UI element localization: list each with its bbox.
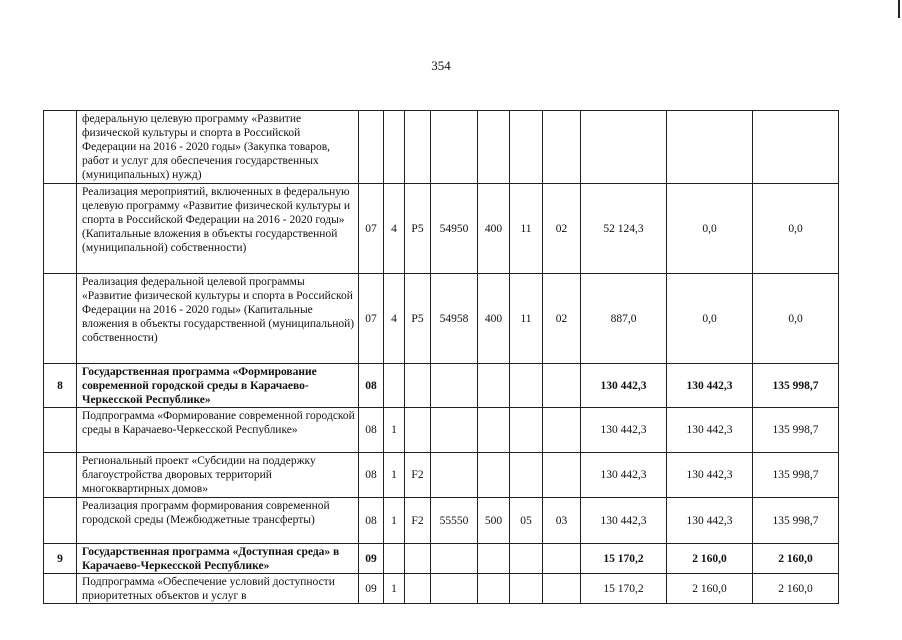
value-col-2: [667, 111, 753, 184]
row-description: Реализация программ формирования современной городской среды (Межбюджетные трансферты): [77, 498, 359, 544]
row-number: [44, 408, 77, 453]
value-col-1: 52 124,3: [581, 184, 667, 274]
code-subchapter: [543, 574, 581, 604]
table-row: [44, 111, 839, 184]
code-target: [431, 364, 478, 408]
page-number: 354: [431, 58, 451, 73]
code-target: 55550: [431, 498, 478, 544]
value-col-1: 130 442,3: [581, 364, 667, 408]
code-type: [478, 544, 510, 574]
row-description: Региональный проект «Субсидии на поддержку благоустройства дворовых территорий многоквартирных домов»: [77, 453, 359, 498]
value-col-1: 15 170,2: [581, 574, 667, 604]
value-col-1: 15 170,2: [581, 544, 667, 574]
value-col-3: 135 998,7: [753, 408, 839, 453]
code-type: [478, 408, 510, 453]
row-description: Реализация федеральной целевой программы «Развитие физической культуры и спорта в Российской Федерации на 2016 - 2020 годы» (Капитальные вложения в объекты государственной (муниципальной) собственности): [77, 274, 359, 364]
code-target: [431, 453, 478, 498]
code-chapter: 11: [510, 184, 543, 274]
value-col-1: 887,0: [581, 274, 667, 364]
value-col-2: 2 160,0: [667, 544, 753, 574]
row-description: Подпрограмма «Формирование современной городской среды в Карачаево-Черкесской Республике»: [77, 408, 359, 453]
code-subchapter: 03: [543, 498, 581, 544]
code-sub: 1: [384, 498, 405, 544]
code-sub: 4: [384, 184, 405, 274]
code-project: P5: [405, 184, 431, 274]
value-col-1: 130 442,3: [581, 408, 667, 453]
code-target: 54950: [431, 184, 478, 274]
code-target: [431, 544, 478, 574]
row-description: федеральную целевую программу «Развитие физической культуры и спорта в Российской Федерации на 2016 - 2020 годы» (Закупка товаров, работ и услуг для обеспечения государственных (муниципальных) нужд): [77, 111, 359, 184]
table-row: [44, 574, 839, 604]
row-number: [44, 184, 77, 274]
code-section: 09: [359, 574, 384, 604]
code-section: 07: [359, 274, 384, 364]
code-project: [405, 574, 431, 604]
value-col-2: 130 442,3: [667, 364, 753, 408]
row-description: Государственная программа «Формирование современной городской среды в Карачаево-Черкесской Республике»: [77, 364, 359, 408]
code-type: [478, 364, 510, 408]
code-subchapter: [543, 453, 581, 498]
value-col-1: [581, 111, 667, 184]
code-chapter: 11: [510, 274, 543, 364]
table-row: [44, 453, 839, 498]
code-section: 08: [359, 498, 384, 544]
code-chapter: [510, 544, 543, 574]
code-subchapter: [543, 408, 581, 453]
code-chapter: 05: [510, 498, 543, 544]
code-subchapter: 02: [543, 184, 581, 274]
value-col-3: 0,0: [753, 274, 839, 364]
row-number: [44, 574, 77, 604]
code-project: F2: [405, 498, 431, 544]
code-section: 08: [359, 408, 384, 453]
code-chapter: [510, 408, 543, 453]
value-col-3: 2 160,0: [753, 574, 839, 604]
table-row: [44, 274, 839, 364]
scan-edge-mark: [898, 0, 900, 18]
code-project: F2: [405, 453, 431, 498]
code-section: [359, 111, 384, 184]
code-project: P5: [405, 274, 431, 364]
row-description: Государственная программа «Доступная среда» в Карачаево-Черкесской Республике»: [77, 544, 359, 574]
code-sub: [384, 364, 405, 408]
code-project: [405, 111, 431, 184]
code-subchapter: [543, 364, 581, 408]
code-type: 400: [478, 274, 510, 364]
value-col-2: 130 442,3: [667, 408, 753, 453]
row-number: [44, 274, 77, 364]
table-row: [44, 364, 839, 408]
code-section: 08: [359, 453, 384, 498]
row-description: Подпрограмма «Обеспечение условий доступности приоритетных объектов и услуг в: [77, 574, 359, 604]
code-project: [405, 408, 431, 453]
value-col-2: 130 442,3: [667, 498, 753, 544]
code-project: [405, 544, 431, 574]
budget-table: [43, 110, 839, 604]
code-chapter: [510, 364, 543, 408]
value-col-3: [753, 111, 839, 184]
code-sub: [384, 544, 405, 574]
value-col-1: 130 442,3: [581, 453, 667, 498]
value-col-2: 130 442,3: [667, 453, 753, 498]
row-number: 9: [44, 544, 77, 574]
row-number: [44, 111, 77, 184]
code-section: 09: [359, 544, 384, 574]
code-sub: 1: [384, 574, 405, 604]
table-row: [44, 184, 839, 274]
code-target: [431, 574, 478, 604]
code-type: [478, 574, 510, 604]
code-chapter: [510, 111, 543, 184]
code-type: 500: [478, 498, 510, 544]
value-col-3: 0,0: [753, 184, 839, 274]
code-type: [478, 453, 510, 498]
table-row: [44, 544, 839, 574]
row-description: Реализация мероприятий, включенных в федеральную целевую программу «Развитие физической культуры и спорта в Российской Федерации на 2016 - 2020 годы» (Капитальные вложения в объекты государственной (муниципальной) собственности): [77, 184, 359, 274]
value-col-2: 0,0: [667, 184, 753, 274]
code-chapter: [510, 574, 543, 604]
code-subchapter: [543, 111, 581, 184]
code-chapter: [510, 453, 543, 498]
table-body: [44, 111, 839, 604]
value-col-3: 135 998,7: [753, 453, 839, 498]
code-section: 07: [359, 184, 384, 274]
value-col-3: 135 998,7: [753, 364, 839, 408]
code-section: 08: [359, 364, 384, 408]
code-sub: [384, 111, 405, 184]
code-sub: 1: [384, 453, 405, 498]
code-type: 400: [478, 184, 510, 274]
code-type: [478, 111, 510, 184]
code-target: [431, 408, 478, 453]
code-target: [431, 111, 478, 184]
value-col-3: 2 160,0: [753, 544, 839, 574]
code-subchapter: [543, 544, 581, 574]
code-target: 54958: [431, 274, 478, 364]
code-sub: 1: [384, 408, 405, 453]
value-col-2: 2 160,0: [667, 574, 753, 604]
code-sub: 4: [384, 274, 405, 364]
code-project: [405, 364, 431, 408]
table-row: [44, 498, 839, 544]
code-subchapter: 02: [543, 274, 581, 364]
value-col-2: 0,0: [667, 274, 753, 364]
table-row: [44, 408, 839, 453]
row-number: 8: [44, 364, 77, 408]
row-number: [44, 498, 77, 544]
value-col-3: 135 998,7: [753, 498, 839, 544]
row-number: [44, 453, 77, 498]
value-col-1: 130 442,3: [581, 498, 667, 544]
